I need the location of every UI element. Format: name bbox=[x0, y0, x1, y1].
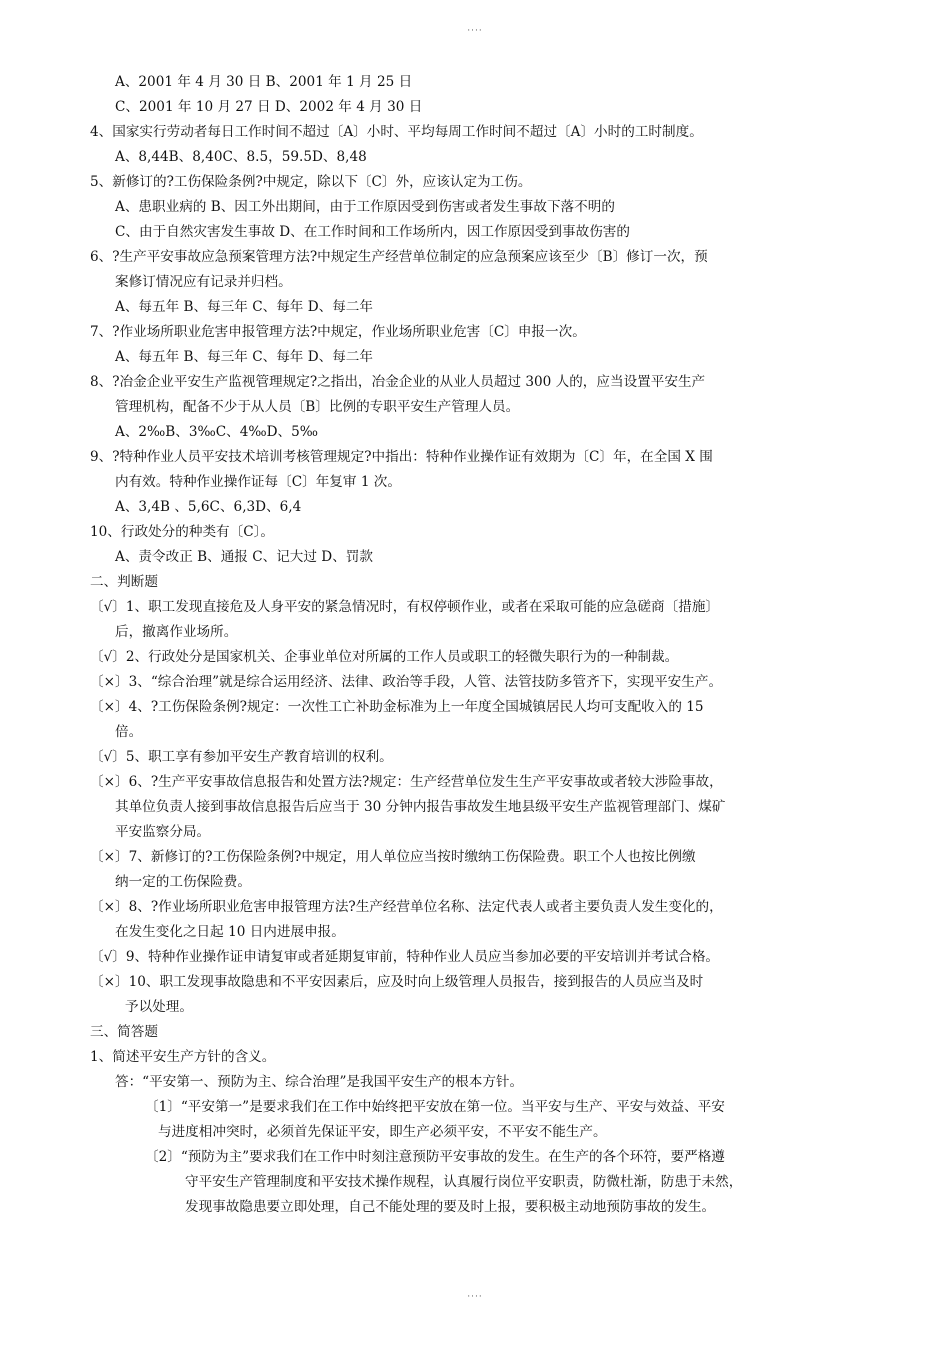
text-line: 〔×〕6、?生产平安事故信息报告和处置方法?规定：生产经营单位发生生产平安事故或者较大涉险事故， bbox=[90, 774, 723, 790]
text-line: 〔×〕4、?工伤保险条例?规定：一次性工亡补助金标准为上一年度全国城镇居民人均可支配收入的 15 bbox=[90, 699, 704, 715]
text-line: 三、简答题 bbox=[90, 1024, 158, 1040]
text-line: 与进度相冲突时，必须首先保证平安，即生产必须平安，不平安不能生产。 bbox=[158, 1124, 607, 1140]
text-line: 〔×〕7、新修订的?工伤保险条例?中规定，用人单位应当按时缴纳工伤保险费。职工个人也按比例缴 bbox=[90, 849, 696, 865]
text-line: 4、国家实行劳动者每日工作时间不超过〔A〕小时、平均每周工作时间不超过〔A〕小时的工时制度。 bbox=[90, 124, 703, 140]
text-line: A、患职业病的 B、因工外出期间，由于工作原因受到伤害或者发生事故下落不明的 bbox=[115, 199, 615, 215]
text-line: 二、判断题 bbox=[90, 574, 158, 590]
text-line: 〔×〕3、“综合治理”就是综合运用经济、法律、政治等手段，人管、法管技防多管齐下，实现平安生产。 bbox=[90, 674, 723, 690]
text-line: 其单位负责人接到事故信息报告后应当于 30 分钟内报告事故发生地县级平安生产监视管理部门、煤矿 bbox=[115, 799, 726, 815]
text-line: C、2001 年 10 月 27 日 D、2002 年 4 月 30 日 bbox=[115, 99, 423, 115]
text-line: 〔√〕2、行政处分是国家机关、企事业单位对所属的工作人员或职工的轻微失职行为的一种制裁。 bbox=[90, 649, 679, 665]
text-line: 〔√〕5、职工享有参加平安生产教育培训的权利。 bbox=[90, 749, 393, 765]
text-line: 发现事故隐患要立即处理，自己不能处理的要及时上报，要积极主动地预防事故的发生。 bbox=[185, 1199, 716, 1215]
text-line: 6、?生产平安事故应急预案管理方法?中规定生产经营单位制定的应急预案应该至少〔B〕修订一次，预 bbox=[90, 249, 708, 265]
text-line: 〔2〕“预防为主”要求我们在工作中时刻注意预防平安事故的发生。在生产的各个环符，要严格遵 bbox=[145, 1149, 725, 1165]
text-line: 〔×〕8、?作业场所职业危害申报管理方法?生产经营单位名称、法定代表人或者主要负责人发生变化的， bbox=[90, 899, 723, 915]
text-line: A、责令改正 B、通报 C、记大过 D、罚款 bbox=[115, 549, 373, 565]
text-line: 10、行政处分的种类有〔C〕。 bbox=[90, 524, 275, 540]
footer-mark: ···· bbox=[467, 1292, 483, 1302]
text-line: 案修订情况应有记录并归档。 bbox=[115, 274, 292, 290]
text-line: C、由于自然灾害发生事故 D、在工作时间和工作场所内，因工作原因受到事故伤害的 bbox=[115, 224, 630, 240]
text-line: 倍。 bbox=[115, 724, 143, 740]
text-line: 7、?作业场所职业危害申报管理方法?中规定，作业场所职业危害〔C〕申报一次。 bbox=[90, 324, 586, 340]
text-line: A、3,4B 、5,6C、6,3D、6,4 bbox=[115, 499, 302, 515]
text-line: 8、?冶金企业平安生产监视管理规定?之指出，冶金企业的从业人员超过 300 人的，应当设置平安生产 bbox=[90, 374, 706, 390]
text-line: 〔√〕9、特种作业操作证申请复审或者延期复审前，特种作业人员应当参加必要的平安培训并考试合格。 bbox=[90, 949, 720, 965]
text-line: A、2001 年 4 月 30 日 B、2001 年 1 月 25 日 bbox=[115, 74, 413, 90]
header-mark: ···· bbox=[467, 26, 483, 36]
text-line: A、每五年 B、每三年 C、每年 D、每二年 bbox=[115, 349, 373, 365]
text-line: A、8,44B、8,40C、8.5，59.5D、8,48 bbox=[115, 149, 367, 165]
text-line: 9、?特种作业人员平安技术培训考核管理规定?中指出：特种作业操作证有效期为〔C〕年，在全国 X 围 bbox=[90, 449, 713, 465]
text-line: 〔√〕1、职工发现直接危及人身平安的紧急情况时，有权停顿作业，或者在采取可能的应急磋商〔措施〕 bbox=[90, 599, 720, 615]
text-line: 管理机构，配备不少于从人员〔B〕比例的专职平安生产管理人员。 bbox=[115, 399, 520, 415]
text-line: A、每五年 B、每三年 C、每年 D、每二年 bbox=[115, 299, 373, 315]
text-line: 后，撤离作业场所。 bbox=[115, 624, 238, 640]
text-line: 答：“平安第一、预防为主、综合治理”是我国平安生产的根本方针。 bbox=[115, 1074, 524, 1090]
text-line: 在发生变化之日起 10 日内进展申报。 bbox=[115, 924, 345, 940]
text-line: 1、简述平安生产方针的含义。 bbox=[90, 1049, 276, 1065]
text-line: 〔1〕“平安第一”是要求我们在工作中始终把平安放在第一位。当平安与生产、平安与效益、平安 bbox=[145, 1099, 725, 1115]
text-line: 〔×〕10、职工发现事故隐患和不平安因素后，应及时向上级管理人员报告，接到报告的人员应当及时 bbox=[90, 974, 704, 990]
text-line: 守平安生产管理制度和平安技术操作规程，认真履行岗位平安职责，防微杜渐，防患于未然， bbox=[185, 1174, 743, 1190]
text-line: 予以处理。 bbox=[125, 999, 193, 1015]
text-line: 纳一定的工伤保险费。 bbox=[115, 874, 251, 890]
text-line: 平安监察分局。 bbox=[115, 824, 211, 840]
text-line: A、2‰B、3‰C、4‰D、5‰ bbox=[115, 424, 319, 440]
text-line: 5、新修订的?工伤保险条例?中规定，除以下〔C〕外，应该认定为工伤。 bbox=[90, 174, 532, 190]
text-line: 内有效。特种作业操作证每〔C〕年复审 1 次。 bbox=[115, 474, 401, 490]
